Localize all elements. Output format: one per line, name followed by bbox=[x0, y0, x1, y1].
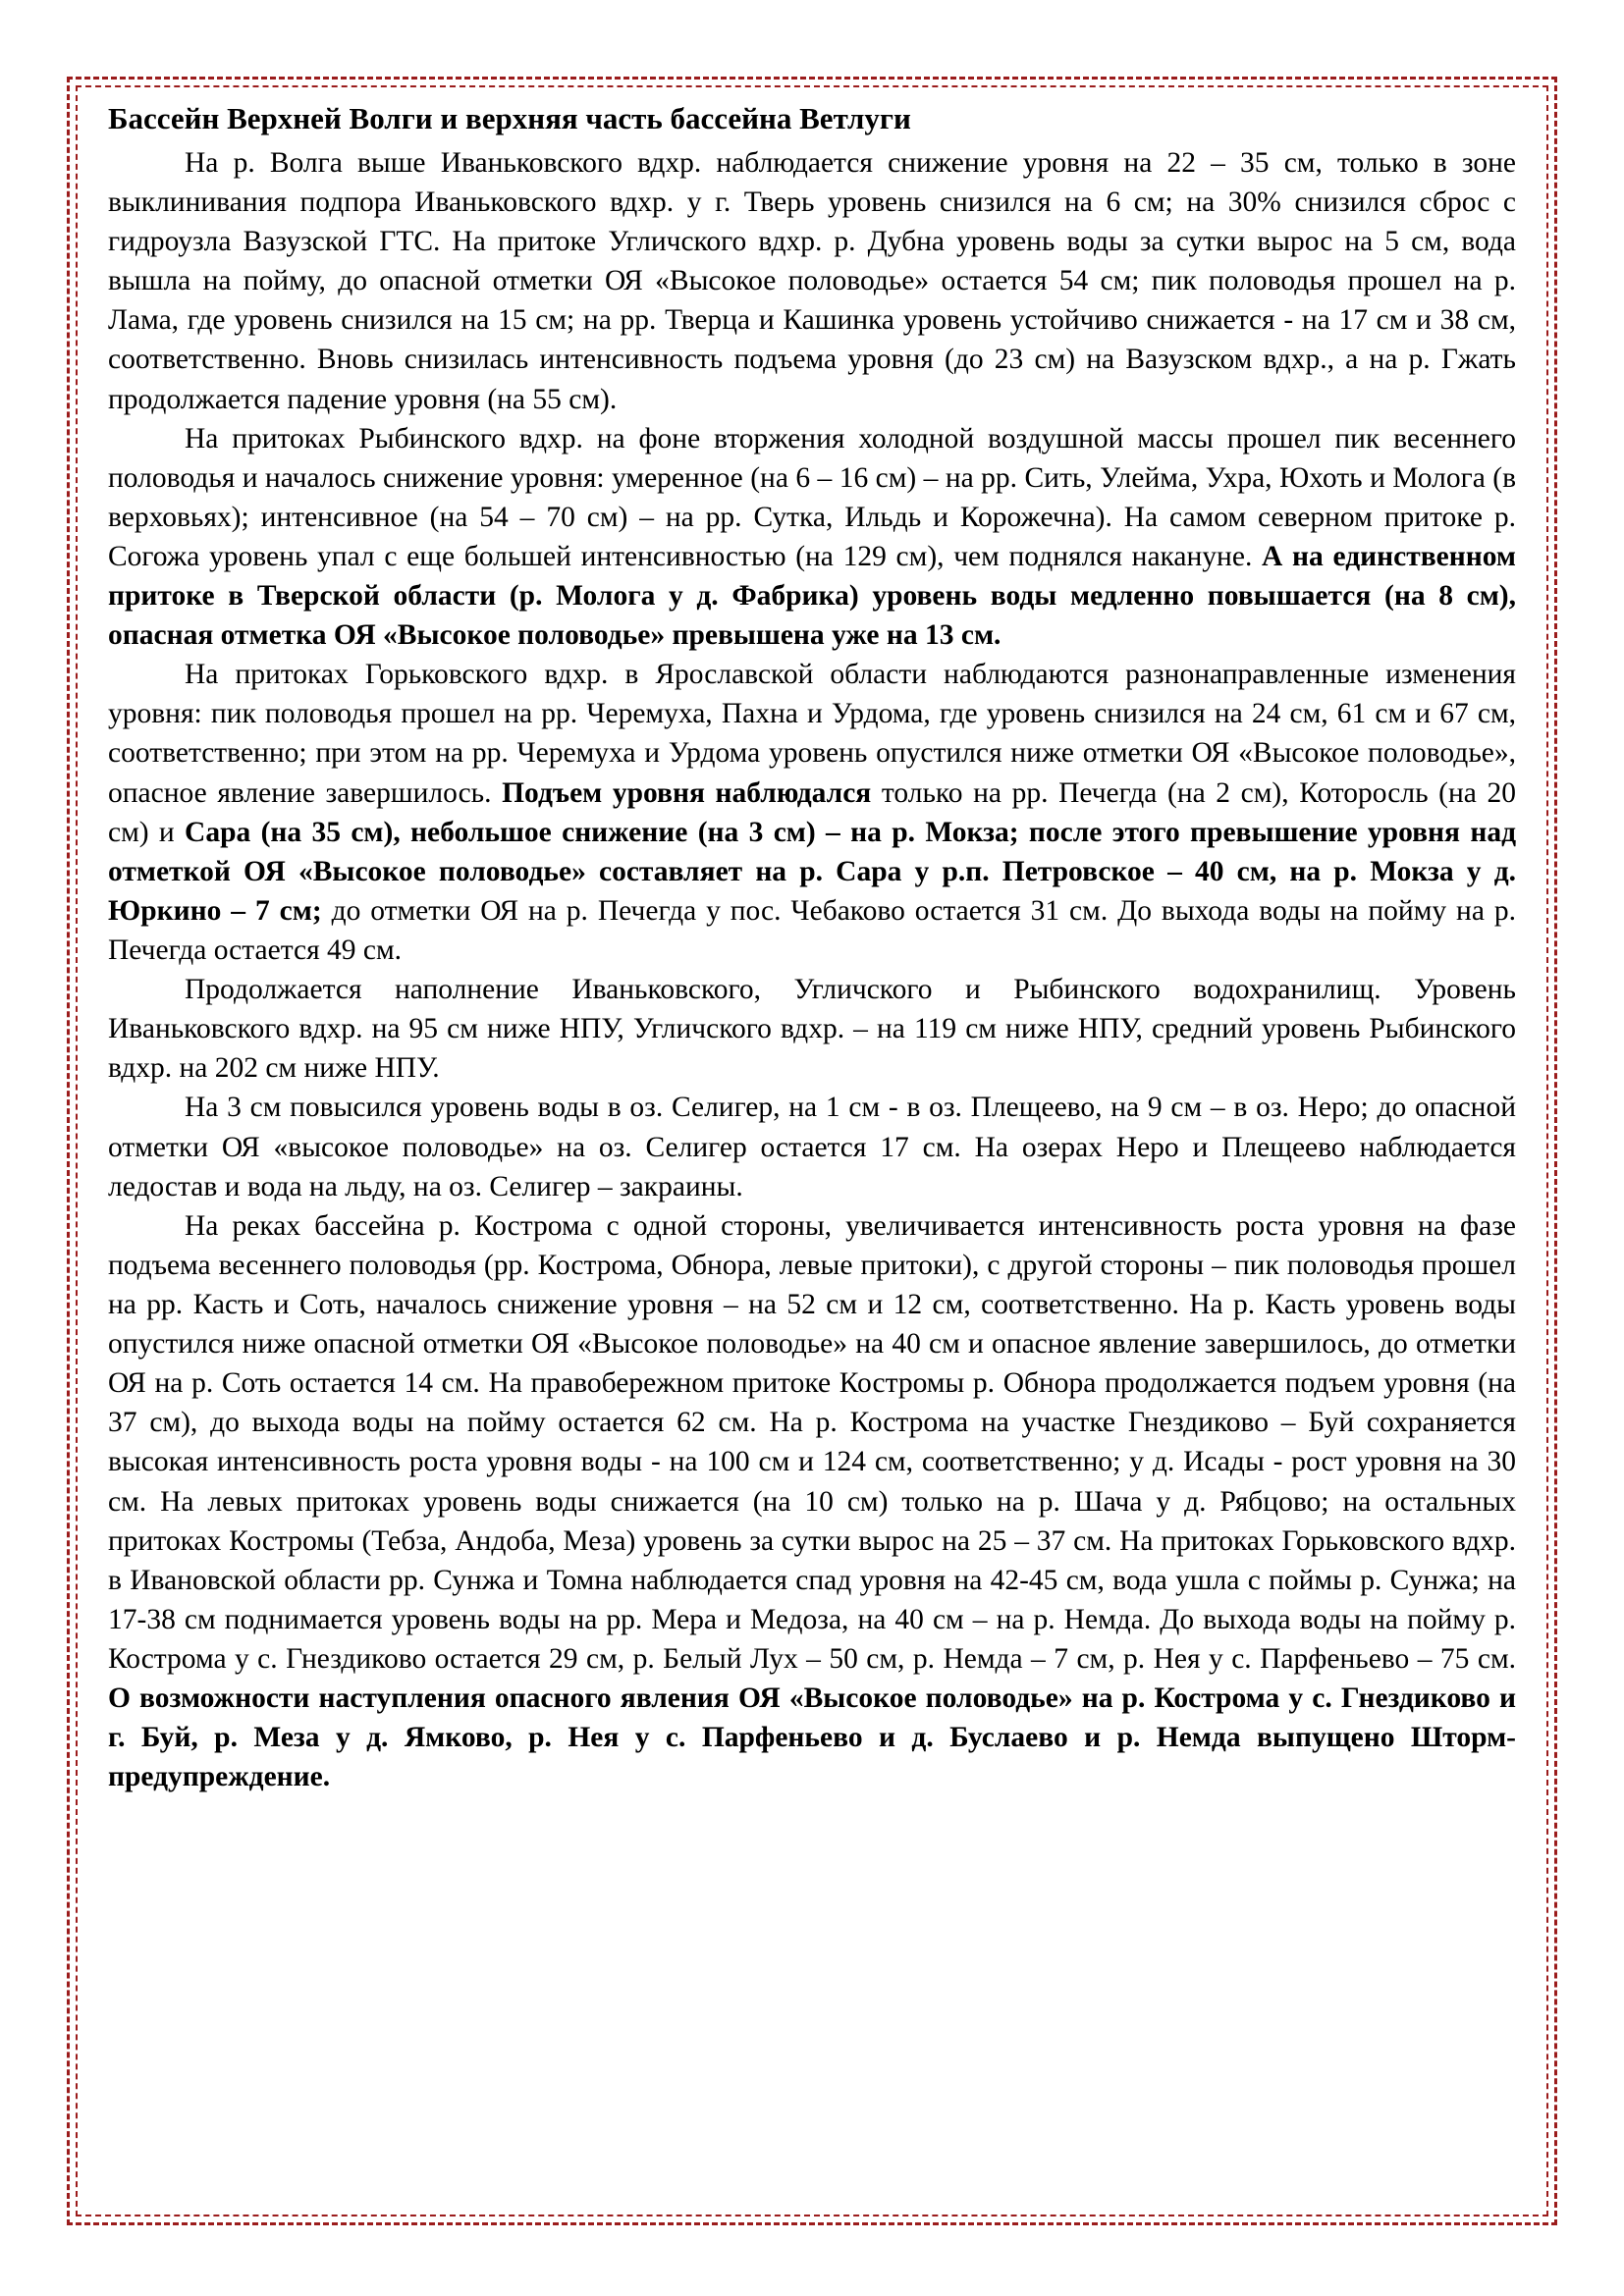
paragraph bbox=[108, 143, 1516, 419]
paragraph bbox=[108, 655, 1516, 970]
emphasis-text: О возможности наступления опасного явления ОЯ «Высокое половодье» на р. Кострома у с. Гнездиково и г. Буй, р. Меза у д. Ямково, р. Нея у с. Парфеньево и д. Буслаево и р. Немда выпущено Шторм-предупреждение. bbox=[108, 1682, 1516, 1793]
paragraph bbox=[108, 1088, 1516, 1205]
body-text: до отметки ОЯ на р. Печегда у пос. Чебаково остается 31 см. До выхода воды на пойму на р. Печегда остается 49 см. bbox=[108, 894, 1516, 967]
body-text: только на рр. Печегда (на 2 см), Которосль (на 20 см) и bbox=[108, 776, 1516, 848]
emphasis-text: Сара (на 35 см), небольшое снижение (на 3 см) – на р. Мокза; после этого превышение уровня над отметкой ОЯ «Высокое половодье» составляет на р. Сара у р.п. Петровское – 40 см, на р. Мокза у д. Юркино – 7 см; bbox=[108, 816, 1516, 927]
page-title: Бассейн Верхней Волги и верхняя часть бассейна Ветлуги bbox=[108, 101, 911, 135]
paragraph-list bbox=[108, 143, 1516, 1797]
body-text: Продолжается наполнение Иваньковского, Угличского и Рыбинского водохранилищ. Уровень Иваньковского вдхр. на 95 см ниже НПУ, Угличского вдхр. – на 119 см ниже НПУ, средний уровень Рыбинского вдхр. на 202 см ниже НПУ. bbox=[108, 974, 1516, 1085]
body-text: На реках бассейна р. Кострома с одной стороны, увеличивается интенсивность роста уровня на фазе подъема весеннего половодья (рр. Кострома, Обнора, левые притоки), с другой стороны – пик половодья прошел на рр. Касть и Соть, началось снижение уровня – на 52 см и 12 см, соответственно. На р. Касть уровень воды опустился ниже опасной отметки ОЯ «Высокое половодье» на 40 см и опасное явление завершилось, до отметки ОЯ на р. Соть остается 14 см. На правобережном притоке Костромы р. Обнора продолжается подъем уровня (на 37 см), до выхода воды на пойму остается 62 см. На р. Кострома на участке Гнездиково – Буй сохраняется высокая интенсивность роста уровня воды - на 100 см и 124 см, соответственно; у д. Исады - рост уровня на 30 см. На левых притоках уровень воды снижается (на 10 см) только на р. Шача у д. Рябцово; на остальных притоках Костромы (Тебза, Андоба, Меза) уровень за сутки вырос на 25 – 37 см. На притоках Горьковского вдхр. в Ивановской области рр. Сунжа и Томна наблюдается спад уровня на 42-45 см, вода ушла с поймы р. Сунжа; на 17-38 см поднимается уровень воды на рр. Мера и Медоза, на 40 см – на р. Немда. До выхода воды на пойму р. Кострома у с. Гнездиково остается 29 см, р. Белый Лух – 50 см, р. Немда – 7 см, р. Нея у с. Парфеньево – 75 см. bbox=[108, 1209, 1516, 1675]
body-text: На 3 см повысился уровень воды в оз. Селигер, на 1 см - в оз. Плещеево, на 9 см – в оз. Неро; до опасной отметки ОЯ «высокое половодье» на оз. Селигер остается 17 см. На озерах Неро и Плещеево наблюдается ледостав и вода на льду, на оз. Селигер – закраины. bbox=[108, 1092, 1516, 1202]
body-text: На притоках Рыбинского вдхр. на фоне вторжения холодной воздушной массы прошел пик весеннего половодья и началось снижение уровня: умеренное (на 6 – 16 см) – на рр. Сить, Улейма, Ухра, Юхоть и Молога (в верховьях); интенсивное (на 54 – 70 см) – на рр. Сутка, Ильдь и Корожечна). На самом северном притоке р. Согожа уровень упал с еще большей интенсивностью (на 129 см), чем поднялся накануне. bbox=[108, 422, 1516, 572]
paragraph bbox=[108, 419, 1516, 656]
emphasis-text: А на единственном притоке в Тверской области (р. Молога у д. Фабрика) уровень воды медленно повышается (на 8 см), опасная отметка ОЯ «Высокое половодье» превышена уже на 13 см. bbox=[108, 540, 1516, 652]
emphasis-text: Подъем уровня наблюдался bbox=[502, 776, 882, 809]
document-body bbox=[98, 98, 1526, 1796]
body-text: На р. Волга выше Иваньковского вдхр. наблюдается снижение уровня на 22 – 35 см, только в зоне выклинивания подпора Иваньковского вдхр. у г. Тверь уровень снизился на 6 см; на 30% снизился сброс с гидроузла Вазузской ГТС. На притоке Угличского вдхр. р. Дубна уровень воды за сутки вырос на 5 см, вода вышла на пойму, до опасной отметки ОЯ «Высокое половодье» остается 54 см; пик половодья прошел на р. Лама, где уровень снизился на 15 см; на рр. Тверца и Кашинка уровень устойчиво снижается - на 17 см и 38 см, соответственно. Вновь снизилась интенсивность подъема уровня (до 23 см) на Вазузском вдхр., а на р. Гжать продолжается падение уровня (на 55 см). bbox=[108, 146, 1516, 415]
body-text: На притоках Горьковского вдхр. в Ярославской области наблюдаются разнонаправленные изменения уровня: пик половодья прошел на рр. Черемуха, Пахна и Урдома, где уровень снизился на 24 см, 61 см и 67 см, соответственно; при этом на рр. Черемуха и Урдома уровень опустился ниже отметки ОЯ «Высокое половодье», опасное явление завершилось. bbox=[108, 659, 1516, 809]
paragraph bbox=[108, 970, 1516, 1088]
paragraph bbox=[108, 1206, 1516, 1797]
